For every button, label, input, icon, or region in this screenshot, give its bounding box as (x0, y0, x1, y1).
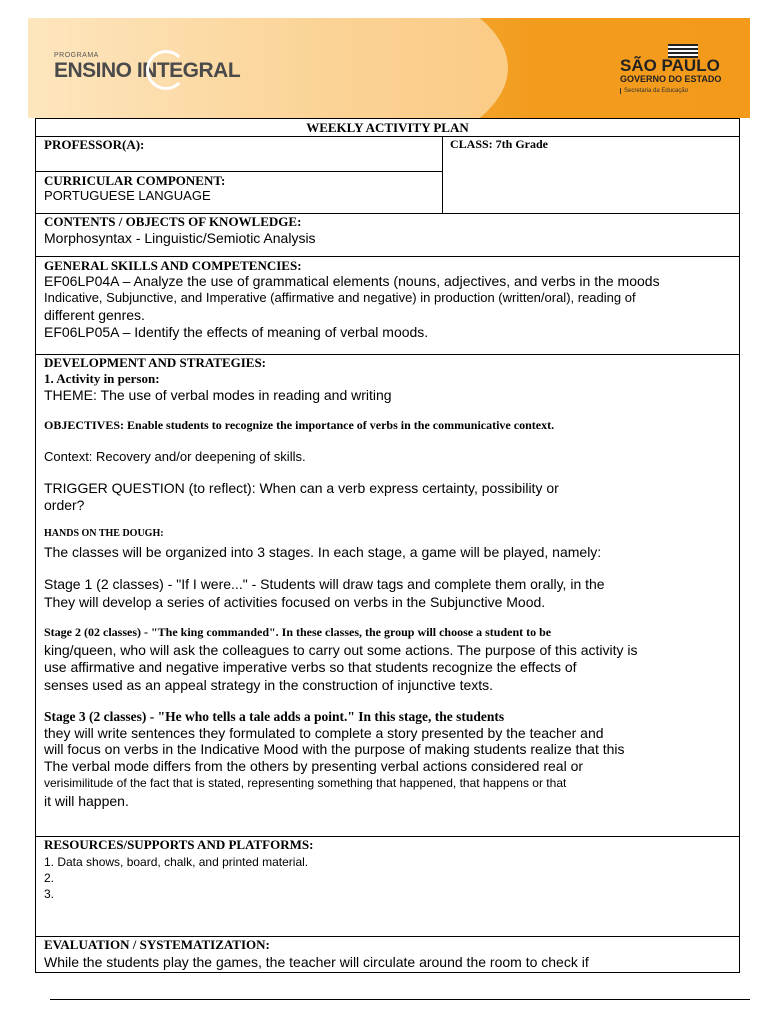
column-divider (442, 136, 443, 213)
stage3-small-line: verisimilitude of the fact that is stated, representing something that happened, that happens or that (44, 776, 567, 790)
context-text: Context: Recovery and/or deepening of skills. (44, 449, 306, 464)
skills-row (36, 256, 739, 257)
sao-paulo-logo (620, 42, 730, 102)
stage2-heading: Stage 2 (02 classes) - "The king commanded". In these classes, the group will choose a student to be (44, 625, 552, 639)
table-title: WEEKLY ACTIVITY PLAN (306, 120, 469, 135)
curricular-label: CURRICULAR COMPONENT: (44, 173, 226, 188)
stage3-heading: Stage 3 (2 classes) - "He who tells a tale adds a point." In this stage, the students (44, 709, 505, 724)
footer-rule (50, 999, 750, 1000)
skill-line: Indicative, Subjunctive, and Imperative (affirmative and negative) in production (written/oral), reading of (44, 290, 636, 305)
contents-label: CONTENTS / OBJECTS OF KNOWLEDGE: (44, 214, 302, 229)
contents-value: Morphosyntax - Linguistic/Semiotic Analysis (44, 230, 316, 246)
state-name: SÃO PAULO (620, 56, 720, 75)
resource-item: 2. (44, 871, 55, 885)
program-name: ENSINO INTEGRAL (54, 59, 241, 82)
stage1-line: They will develop a series of activities focused on verbs in the Subjunctive Mood. (44, 594, 546, 610)
trigger-line: order? (44, 497, 85, 513)
stage3-end: it will happen. (44, 793, 129, 809)
stage1-line: Stage 1 (2 classes) - "If I were..." - Students will draw tags and complete them orally, in the (44, 576, 605, 592)
stage2-line: king/queen, who will ask the colleagues to carry out some actions. The purpose of this activity is (44, 642, 638, 658)
skill-line: EF06LP05A – Identify the effects of meaning of verbal moods. (44, 324, 429, 340)
hands-label: HANDS ON THE DOUGH: (44, 528, 164, 539)
evaluation-label: EVALUATION / SYSTEMATIZATION: (44, 937, 270, 952)
trigger-line: TRIGGER QUESTION (to reflect): When can a verb express certainty, possibility or (44, 480, 559, 496)
stage2-line: senses used as an appeal strategy in the construction of injunctive texts. (44, 677, 494, 693)
curricular-value: PORTUGUESE LANGUAGE (44, 188, 211, 203)
stage2-line: use affirmative and negative imperative verbs so that students recognize the effects of (44, 659, 577, 675)
objectives-text: OBJECTIVES: Enable students to recognize the importance of verbs in the communicative context. (44, 418, 555, 432)
skills-label: GENERAL SKILLS AND COMPETENCIES: (44, 258, 302, 273)
development-label: DEVELOPMENT AND STRATEGIES: (44, 355, 267, 370)
resources-label: RESOURCES/SUPPORTS AND PLATFORMS: (44, 837, 314, 852)
stage3-line: will focus on verbs in the Indicative Mood with the purpose of making students realize that this (44, 741, 625, 757)
skill-line: different genres. (44, 307, 145, 323)
activity-label: 1. Activity in person: (44, 371, 160, 386)
classes-intro: The classes will be organized into 3 stages. In each stage, a game will be played, namely: (44, 544, 602, 560)
stage3-line: The verbal mode differs from the others by presenting verbal actions considered real or (44, 758, 584, 774)
professor-label: PROFESSOR(A): (44, 137, 145, 152)
program-small-label: PROGRAMA (54, 52, 99, 59)
stage3-line: they will write sentences they formulated to complete a story presented by the teacher and (44, 725, 604, 741)
resource-item: 1. Data shows, board, chalk, and printed material. (44, 855, 309, 869)
resource-item: 3. (44, 887, 55, 901)
class-label: CLASS: 7th Grade (450, 137, 549, 151)
government-label: GOVERNO DO ESTADO (620, 74, 722, 84)
professor-divider (36, 171, 442, 172)
secretariat-label: Secretaria da Educação (620, 88, 688, 94)
logo-ring-icon (146, 50, 186, 90)
evaluation-text: While the students play the games, the teacher will circulate around the room to check if (44, 954, 589, 970)
skill-line: EF06LP04A – Analyze the use of grammatical elements (nouns, adjectives, and verbs in the moods (44, 273, 660, 289)
theme-text: THEME: The use of verbal modes in reading and writing (44, 387, 392, 403)
activity-plan-table (35, 118, 740, 973)
